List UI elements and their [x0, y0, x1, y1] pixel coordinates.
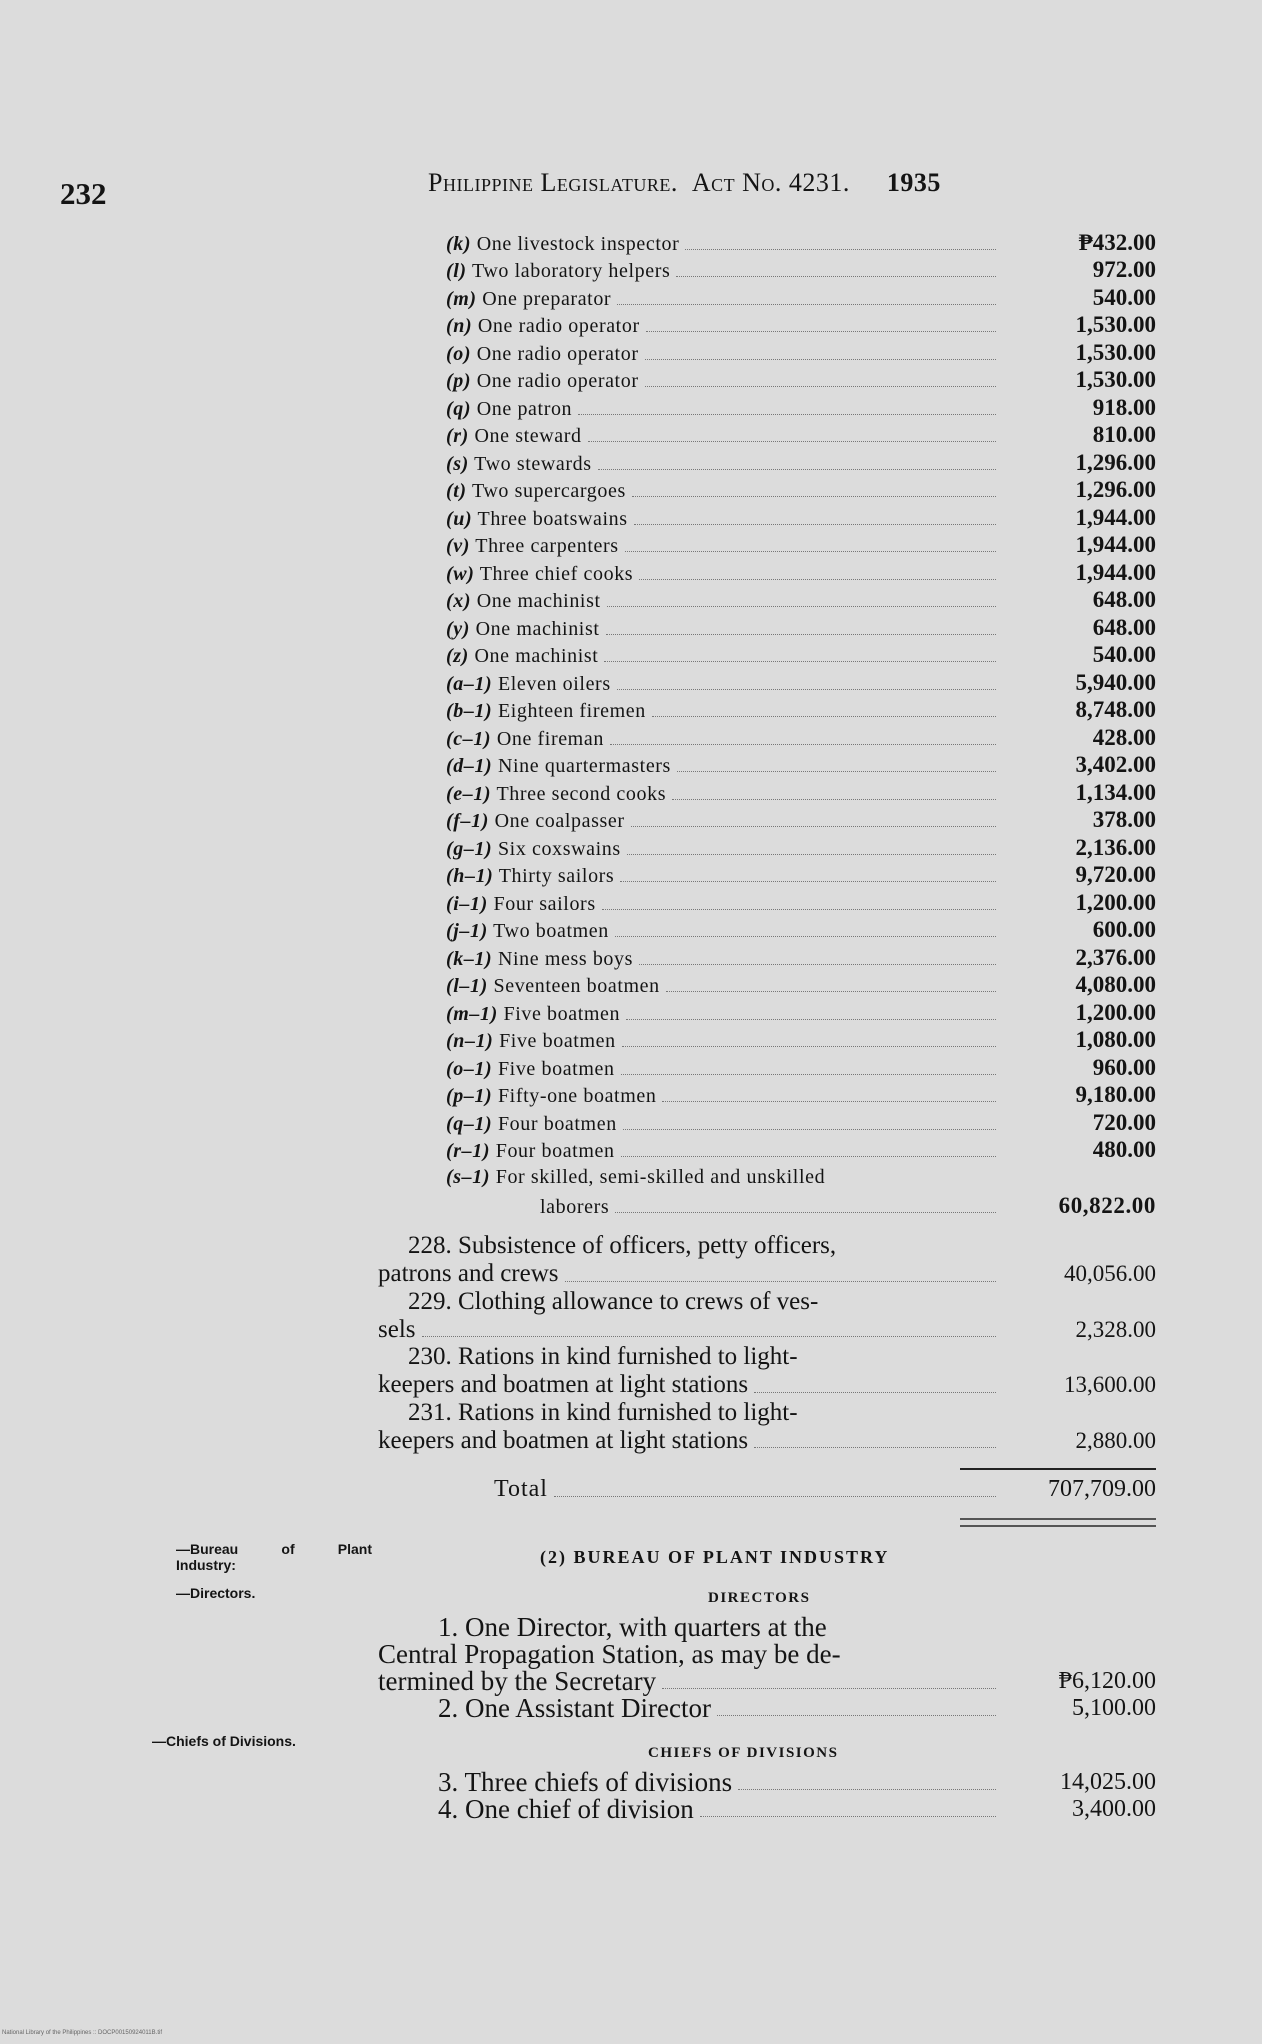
item-row [446, 1108, 1156, 1136]
item-label-line1: For skilled, semi-skilled and unskilled [495, 1166, 826, 1188]
sub-item-amount: 40,056.00 [1064, 1261, 1156, 1286]
item-tag: (e–1) [446, 782, 492, 805]
dot-leader [634, 524, 996, 525]
sub-item-line1: 231. Rations in kind furnished to light- [408, 1398, 798, 1426]
item-tag: (a–1) [446, 672, 493, 695]
item-label: Nine mess boys [497, 947, 633, 970]
item-tag: (b–1) [446, 700, 493, 722]
directors-heading: DIRECTORS [708, 1590, 811, 1606]
dot-leader [676, 276, 996, 277]
item-tag: (v) [446, 535, 470, 557]
item-amount: 810.00 [1092, 422, 1156, 447]
item-amount: 428.00 [1092, 724, 1156, 750]
item-line1: 1. One Director, with quarters at the [438, 1612, 827, 1642]
item-label: Seventeen boatmen [493, 975, 660, 997]
dot-leader [565, 1281, 997, 1282]
item-label: Three boatswains [477, 507, 628, 530]
item-label: Four boatmen [497, 1112, 617, 1135]
item-amount: ₱6,120.00 [1058, 1668, 1156, 1694]
item-label-group [446, 260, 670, 283]
item-label: One machinist [474, 645, 599, 667]
sub-item-228 [378, 1232, 1156, 1288]
item-amount: ₱432.00 [1078, 229, 1156, 255]
dot-leader [615, 936, 996, 937]
item-row [446, 751, 1156, 779]
item-row [446, 723, 1156, 751]
item-label: One machinist [475, 617, 600, 640]
item-label-group [446, 755, 671, 778]
item-amount: 1,200.00 [1075, 889, 1156, 915]
page-number: 232 [60, 176, 107, 211]
dot-leader [622, 1046, 996, 1047]
item-tag: (j–1) [446, 920, 488, 942]
dot-leader [621, 1156, 996, 1157]
sub-item-line1: 230. Rations in kind furnished to light- [408, 1343, 798, 1370]
item-tag: (z) [446, 645, 469, 667]
item-label-group [446, 1003, 620, 1026]
item-label: Fifty-one boatmen [497, 1085, 657, 1107]
dot-leader [652, 716, 996, 717]
chiefs-heading: CHIEFS OF DIVISIONS [648, 1745, 839, 1761]
directors-items [378, 1614, 1156, 1722]
margin-note-directors: —Directors. [176, 1585, 256, 1601]
item-label-group [446, 535, 619, 558]
item-label: One fireman [496, 727, 604, 750]
item-label: Two stewards [474, 452, 592, 475]
item-label: Nine quartermasters [497, 755, 671, 777]
item-label: Five boatmen [503, 1002, 621, 1025]
item-tag: (m) [446, 287, 477, 310]
item-label-group [446, 288, 611, 311]
item-amount: 648.00 [1092, 614, 1156, 640]
item-amount: 2,376.00 [1075, 944, 1156, 970]
item-label: One patron [476, 397, 573, 420]
item-line3: termined by the Secretary [378, 1666, 657, 1696]
item-label-group [446, 1030, 616, 1053]
item-row [446, 586, 1156, 614]
item-tag: (d–1) [446, 755, 493, 777]
item-label-group [446, 783, 666, 806]
dot-leader [620, 881, 996, 882]
item-label: Three chief cooks [479, 562, 634, 585]
assistant-director-item [378, 1695, 1156, 1722]
item-label-group [446, 1058, 615, 1081]
running-header [428, 168, 941, 198]
sub-item-amount: 2,328.00 [1075, 1316, 1156, 1342]
item-amount: 8,748.00 [1075, 697, 1156, 722]
margin-note-line2: Industry: [176, 1557, 236, 1573]
item-label: Six coxswains [497, 837, 621, 860]
sub-item-line1: 229. Clothing allowance to crews of ves- [408, 1287, 819, 1315]
item-label-group [446, 563, 633, 586]
margin-note-word: —Bureau [176, 1541, 239, 1557]
item-tag: (h–1) [446, 865, 494, 887]
dot-leader [617, 304, 996, 305]
item-amount: 918.00 [1092, 394, 1156, 420]
item-tag: (f–1) [446, 810, 489, 832]
dot-leader [621, 1074, 996, 1075]
item-row [446, 1136, 1156, 1164]
item-amount: 648.00 [1092, 587, 1156, 612]
item-amount: 1,296.00 [1075, 477, 1156, 502]
dot-leader [685, 249, 996, 250]
item-amount: 60,822.00 [1058, 1193, 1156, 1218]
item-row [446, 366, 1156, 394]
item-tag: (m–1) [446, 1002, 498, 1025]
chiefs-item [378, 1769, 1156, 1796]
chiefs-items [378, 1769, 1156, 1823]
total-amount: 707,709.00 [1048, 1476, 1156, 1502]
item-amount: 5,940.00 [1075, 669, 1156, 695]
margin-note-bureau [176, 1541, 372, 1573]
item-label-group [446, 233, 679, 256]
item-label-group [446, 920, 609, 943]
total-rule [960, 1468, 1156, 1470]
item-amount: 960.00 [1092, 1054, 1156, 1080]
item-label-group [446, 1085, 656, 1108]
item-row [446, 531, 1156, 559]
margin-note-word: of [281, 1541, 295, 1557]
item-row [446, 1081, 1156, 1109]
item-amount: 600.00 [1092, 917, 1156, 942]
item-tag: (c–1) [446, 727, 492, 750]
sub-item-amount: 2,880.00 [1075, 1427, 1156, 1453]
item-tag: (o–1) [446, 1057, 493, 1080]
item-row [446, 943, 1156, 971]
item-amount: 972.00 [1092, 257, 1156, 282]
item-label-group [446, 590, 601, 613]
item-tag: (i–1) [446, 892, 488, 915]
item-label: Two supercargoes [471, 480, 626, 502]
item-amount: 4,080.00 [1075, 972, 1156, 997]
dot-leader [617, 689, 996, 690]
running-title: Philippine Legislature. [428, 168, 678, 197]
dot-leader [677, 771, 996, 772]
item-label-group [446, 865, 614, 888]
item-amount: 540.00 [1092, 642, 1156, 667]
item-label: 2. One Assistant Director [438, 1693, 711, 1723]
dot-leader [662, 1101, 996, 1102]
dot-leader [646, 331, 996, 332]
section-heading: (2) BUREAU OF PLANT INDUSTRY [540, 1547, 890, 1567]
item-amount: 1,530.00 [1075, 339, 1156, 365]
dot-leader [626, 1019, 996, 1020]
item-amount: 1,296.00 [1075, 449, 1156, 475]
dot-leader [632, 496, 996, 497]
item-row [446, 613, 1156, 641]
item-label-group [446, 1113, 617, 1136]
appropriation-items [446, 228, 1156, 1219]
item-tag: (o) [446, 342, 472, 365]
item-tag: (t) [446, 480, 467, 502]
item-list [446, 228, 1156, 1163]
item-line2: Central Propagation Station, as may be de- [378, 1639, 841, 1669]
sub-item-amount: 13,600.00 [1064, 1372, 1156, 1397]
item-tag: (x) [446, 590, 472, 612]
sub-item-231 [378, 1399, 1156, 1455]
dot-leader [615, 1212, 996, 1213]
item-tag: (l–1) [446, 975, 488, 997]
item-label: One preparator [482, 287, 612, 310]
item-amount: 1,944.00 [1075, 532, 1156, 557]
item-amount: 1,944.00 [1075, 504, 1156, 530]
item-label: Two boatmen [493, 920, 609, 942]
dot-leader [578, 414, 996, 415]
item-row [446, 476, 1156, 504]
item-row [446, 421, 1156, 449]
item-tag: (p–1) [446, 1085, 493, 1107]
item-row [446, 778, 1156, 806]
item-row [446, 1053, 1156, 1081]
item-amount: 9,720.00 [1075, 862, 1156, 887]
item-row [446, 503, 1156, 531]
dot-leader [604, 661, 996, 662]
item-amount: 1,200.00 [1075, 999, 1156, 1025]
item-label-group [446, 315, 640, 338]
item-amount: 1,080.00 [1075, 1027, 1156, 1052]
item-label: One steward [474, 425, 582, 447]
dot-leader [598, 469, 996, 470]
sub-items [378, 1232, 1156, 1454]
item-amount: 1,530.00 [1075, 312, 1156, 337]
item-label-group [446, 700, 646, 723]
dot-leader [717, 1715, 996, 1716]
item-label: Thirty sailors [498, 865, 615, 887]
item-tag: (r) [446, 425, 469, 447]
double-rule [960, 1518, 1156, 1527]
dot-leader [554, 1496, 996, 1497]
item-tag: (s–1) [446, 1166, 491, 1188]
dot-leader [662, 1688, 996, 1689]
item-row [446, 861, 1156, 889]
dot-leader [606, 634, 997, 635]
item-label-group [446, 810, 625, 833]
item-row [446, 228, 1156, 256]
dot-leader [627, 854, 996, 855]
item-tag: (k–1) [446, 947, 493, 970]
item-label-group [446, 673, 611, 696]
item-label: One radio operator [476, 370, 639, 392]
item-row [446, 1026, 1156, 1054]
item-row [446, 668, 1156, 696]
item-row [446, 806, 1156, 834]
item-row [446, 641, 1156, 669]
item-label-group [446, 728, 604, 751]
item-label: Three carpenters [475, 535, 619, 557]
item-row [446, 558, 1156, 586]
dot-leader [672, 799, 996, 800]
chief-item [378, 1796, 1156, 1823]
item-label: Four sailors [493, 892, 596, 915]
item-row [446, 311, 1156, 339]
item-label-group [446, 975, 660, 998]
item-label: One radio operator [476, 342, 639, 365]
sub-item-line2: keepers and boatmen at light stations [378, 1426, 749, 1454]
item-label: Eleven oilers [497, 672, 611, 695]
margin-note-word: Plant [337, 1541, 372, 1557]
item-label-group [446, 1140, 615, 1163]
director-item [378, 1614, 1156, 1695]
act-label: Act No. 4231. [691, 168, 850, 197]
item-label-group [446, 453, 592, 476]
dot-leader [645, 359, 996, 360]
item-tag: (l) [446, 260, 467, 282]
item-label: One radio operator [477, 315, 640, 337]
item-row [446, 888, 1156, 916]
sub-item-line2: keepers and boatmen at light stations [378, 1371, 749, 1398]
item-row [446, 283, 1156, 311]
item-tag: (r–1) [446, 1140, 491, 1162]
item-label-line2: laborers [540, 1196, 610, 1218]
item-amount: 378.00 [1092, 807, 1156, 832]
dot-leader [607, 606, 996, 607]
item-tag: (k) [446, 232, 472, 255]
sub-item-line1: 228. Subsistence of officers, petty officers, [408, 1232, 837, 1259]
item-amount: 1,134.00 [1075, 779, 1156, 805]
item-label-group [446, 370, 639, 393]
item-label-group [446, 893, 596, 916]
item-label: One livestock inspector [476, 232, 680, 255]
item-row [446, 448, 1156, 476]
dot-leader [625, 551, 996, 552]
scan-credit: National Library of the Philippines :: DOCP00150924011B.tif [2, 2030, 162, 2036]
item-label: 3. Three chiefs of divisions [438, 1767, 733, 1797]
item-amount: 9,180.00 [1075, 1082, 1156, 1107]
item-row [446, 256, 1156, 284]
item-label-group [446, 948, 633, 971]
item-amount: 5,100.00 [1072, 1695, 1156, 1721]
item-row [446, 833, 1156, 861]
header-year: 1935 [886, 168, 941, 197]
item-label: Eighteen firemen [497, 700, 646, 722]
item-tag: (u) [446, 507, 473, 530]
dot-leader [754, 1392, 996, 1393]
item-tag: (n–1) [446, 1030, 494, 1052]
item-row [446, 338, 1156, 366]
item-amount: 2,136.00 [1075, 834, 1156, 860]
item-tag: (w) [446, 562, 475, 585]
item-amount: 3,400.00 [1072, 1796, 1156, 1822]
item-amount: 1,530.00 [1075, 367, 1156, 392]
item-row [446, 971, 1156, 999]
item-row-s1 [446, 1163, 1156, 1219]
item-label-group [446, 618, 600, 641]
total-row [494, 1476, 1156, 1503]
item-tag: (s) [446, 452, 469, 475]
dot-leader [645, 386, 996, 387]
item-label-group [446, 425, 582, 448]
dot-leader [422, 1336, 997, 1337]
item-amount: 1,944.00 [1075, 559, 1156, 585]
sub-item-230 [378, 1343, 1156, 1399]
item-label: Five boatmen [499, 1030, 616, 1052]
dot-leader [754, 1447, 996, 1448]
item-label-group [446, 508, 628, 531]
item-tag: (q) [446, 397, 472, 420]
sub-item-line2: sels [378, 1315, 416, 1343]
item-tag: (q–1) [446, 1112, 493, 1135]
item-amount: 14,025.00 [1060, 1769, 1156, 1795]
item-row [446, 998, 1156, 1026]
item-row [446, 916, 1156, 944]
dot-leader [610, 744, 996, 745]
item-label-group [446, 343, 639, 366]
dot-leader [700, 1816, 996, 1817]
dot-leader [639, 964, 996, 965]
item-label: Five boatmen [497, 1057, 615, 1080]
dot-leader [602, 909, 996, 910]
dot-leader [666, 991, 996, 992]
item-label: One machinist [476, 590, 601, 612]
item-label-group [446, 838, 621, 861]
dot-leader [738, 1789, 996, 1790]
item-label-group [446, 645, 598, 668]
dot-leader [623, 1129, 996, 1130]
item-tag: (y) [446, 617, 470, 640]
item-amount: 720.00 [1092, 1109, 1156, 1135]
item-label: 4. One chief of division [438, 1794, 694, 1824]
item-amount: 480.00 [1092, 1137, 1156, 1162]
item-label: Two laboratory helpers [471, 260, 671, 282]
item-label: Four boatmen [495, 1140, 615, 1162]
total-label: Total [494, 1476, 548, 1502]
sub-item-line2: patrons and crews [378, 1260, 559, 1287]
dot-leader [588, 441, 996, 442]
margin-note-chiefs: —Chiefs of Divisions. [152, 1733, 296, 1749]
dot-leader [631, 826, 996, 827]
item-amount: 540.00 [1092, 284, 1156, 310]
item-amount: 3,402.00 [1075, 752, 1156, 777]
item-row [446, 696, 1156, 724]
sub-item-229 [378, 1288, 1156, 1344]
item-tag: (g–1) [446, 837, 493, 860]
dot-leader [639, 579, 996, 580]
item-tag: (p) [446, 370, 472, 392]
item-row [446, 393, 1156, 421]
item-tag: (n) [446, 315, 473, 337]
item-label-group [446, 398, 572, 421]
item-label: One coalpasser [494, 810, 625, 832]
item-label-group [446, 480, 626, 503]
item-label: Three second cooks [496, 782, 667, 805]
